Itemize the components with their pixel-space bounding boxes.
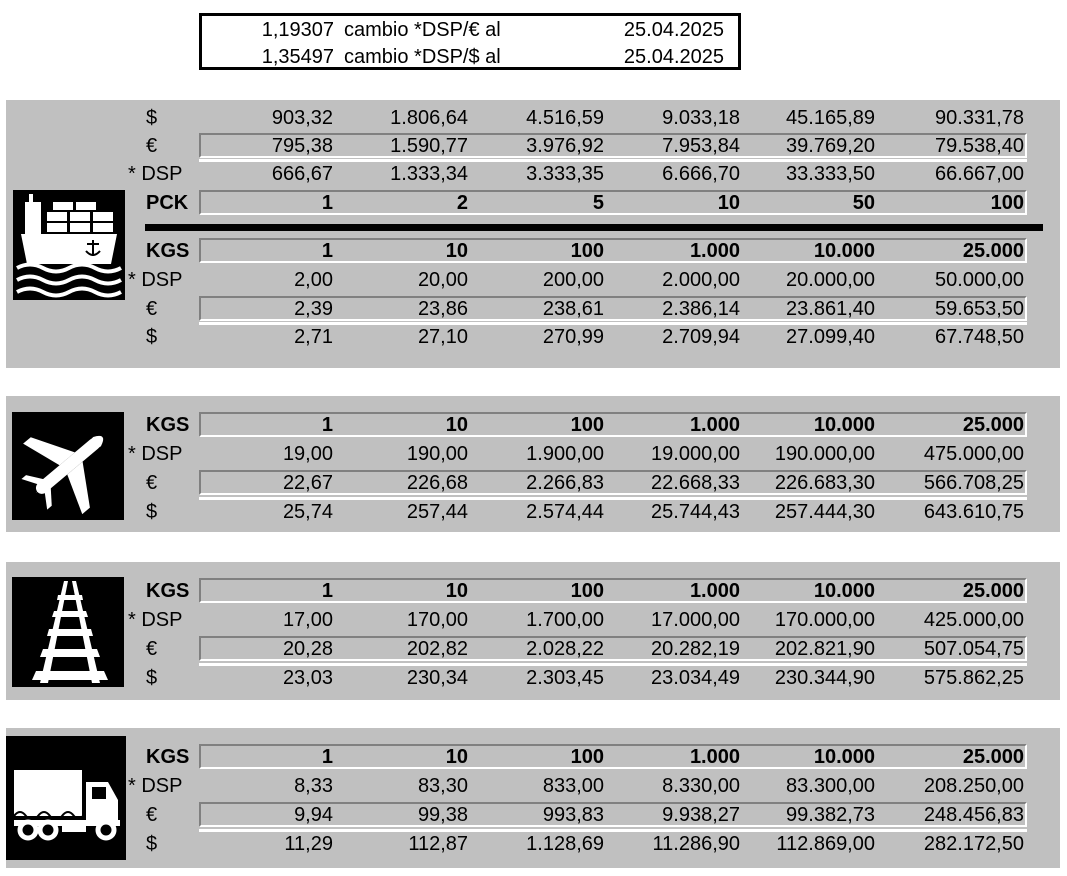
value-cell: 45.165,89 [786,107,875,129]
value-cell: 1.333,34 [390,163,468,185]
row-label: $ [146,501,158,523]
value-cell: 1 [321,414,333,436]
value-cell: 10 [717,192,740,214]
value-cell: 27,10 [417,326,468,348]
value-cell: 903,32 [271,107,333,129]
value-cell: 230.344,90 [774,667,875,689]
value-cell: 23,86 [417,298,468,320]
row-label: KGS [146,746,190,768]
value-cell: 112,87 [408,833,468,855]
value-cell: 9.938,27 [662,804,740,826]
row-label: KGS [146,580,190,602]
value-cell: 190,00 [406,443,468,465]
value-cell: 19,00 [282,443,333,465]
value-cell: 17,00 [282,609,333,631]
value-cell: 8,33 [294,775,333,797]
value-cell: 993,83 [542,804,604,826]
value-cell: 190.000,00 [774,443,875,465]
value-cell: 25.000 [962,580,1024,602]
value-cell: 25,74 [282,501,333,523]
rail-row-dsp [0,606,1067,634]
value-cell: 100 [570,746,604,768]
value-cell: 833,00 [542,775,604,797]
value-cell: 99.382,73 [786,804,875,826]
value-cell: 20.282,19 [651,638,740,660]
sea-kgs-row-dsp [0,266,1067,294]
value-cell: 67.748,50 [935,326,1024,348]
value-cell: 5 [592,192,604,214]
value-cell: 1 [321,192,333,214]
value-cell: 50 [852,192,875,214]
road-row-dsp [0,772,1067,800]
value-cell: 248.456,83 [923,804,1024,826]
air-row-kgs [0,411,1067,439]
value-cell: 100 [570,240,604,262]
value-cell: 9.033,18 [662,107,740,129]
value-cell: 2,71 [294,326,333,348]
value-cell: 99,38 [417,804,468,826]
value-cell: 1.128,69 [526,833,604,855]
air-row-dsp [0,440,1067,468]
value-cell: 226.683,30 [774,472,875,494]
value-cell: 200,00 [542,269,604,291]
air-row-usd [0,498,1067,526]
value-cell: 257.444,30 [774,501,875,523]
value-cell: 9,94 [294,804,333,826]
value-cell: 208.250,00 [923,775,1024,797]
value-cell: 475.000,00 [923,443,1024,465]
exchange-line-usd [202,44,738,70]
value-cell: 20,28 [282,638,333,660]
value-cell: 3.976,92 [526,135,604,157]
value-cell: 23,03 [282,667,333,689]
sea-pck-row-usd [0,104,1067,132]
row-label: € [146,298,158,320]
road-row-usd [0,830,1067,858]
sea-pck-row-dsp [0,160,1067,188]
rail-row-kgs [0,577,1067,605]
value-cell: 238,61 [542,298,604,320]
value-cell: 2.266,83 [526,472,604,494]
value-cell: 226,68 [406,472,468,494]
value-cell: 90.331,78 [935,107,1024,129]
value-cell: 20,00 [417,269,468,291]
row-label: * DSP [128,443,183,465]
value-cell: 25.000 [962,746,1024,768]
sea-kgs-row-eur [0,295,1067,323]
value-cell: 39.769,20 [786,135,875,157]
row-label: € [146,135,158,157]
value-cell: 643.610,75 [923,501,1024,523]
rate-label: cambio *DSP/€ al [344,19,501,41]
value-cell: 27.099,40 [786,326,875,348]
value-cell: 1 [321,746,333,768]
rail-row-eur [0,635,1067,663]
value-cell: 4.516,59 [526,107,604,129]
value-cell: 3.333,35 [526,163,604,185]
value-cell: 10 [445,746,468,768]
rate-date: 25.04.2025 [623,19,724,41]
value-cell: 23.034,49 [651,667,740,689]
value-cell: 566.708,25 [923,472,1024,494]
value-cell: 83,30 [417,775,468,797]
value-cell: 2.028,22 [526,638,604,660]
value-cell: 10.000 [813,746,875,768]
value-cell: 22.668,33 [651,472,740,494]
exchange-rate-box [199,13,741,70]
row-label: $ [146,833,158,855]
value-cell: 23.861,40 [786,298,875,320]
road-row-kgs [0,743,1067,771]
value-cell: 170,00 [406,609,468,631]
value-cell: 1.700,00 [526,609,604,631]
value-cell: 666,67 [271,163,333,185]
value-cell: 507.054,75 [923,638,1024,660]
rate-date: 25.04.2025 [623,46,724,68]
value-cell: 1.590,77 [390,135,468,157]
value-cell: 282.172,50 [923,833,1024,855]
value-cell: 112.869,00 [776,833,875,855]
value-cell: 2.574,44 [526,501,604,523]
sea-pck-row-eur [0,132,1067,160]
value-cell: 10 [445,414,468,436]
value-cell: 10 [445,240,468,262]
value-cell: 25.000 [962,414,1024,436]
section-divider [145,224,1043,231]
value-cell: 25.000 [962,240,1024,262]
row-label: PCK [146,192,189,214]
row-label: * DSP [128,775,183,797]
value-cell: 11.286,90 [652,833,740,855]
value-cell: 8.330,00 [662,775,740,797]
row-label: $ [146,326,158,348]
row-label: * DSP [128,609,183,631]
value-cell: 100 [570,414,604,436]
row-label: KGS [146,240,190,262]
sea-kgs-row-kgs [0,237,1067,265]
value-cell: 2,39 [294,298,333,320]
rail-row-usd [0,664,1067,692]
value-cell: 50.000,00 [935,269,1024,291]
value-cell: 1.000 [689,240,740,262]
value-cell: 425.000,00 [923,609,1024,631]
exchange-line-eur [202,17,738,43]
value-cell: 11,29 [284,833,333,855]
value-cell: 2,00 [294,269,333,291]
rate-label: cambio *DSP/$ al [344,46,501,68]
value-cell: 2.000,00 [662,269,740,291]
value-cell: 6.666,70 [662,163,740,185]
value-cell: 59.653,50 [935,298,1024,320]
row-label: € [146,638,158,660]
value-cell: 10.000 [813,240,875,262]
road-row-eur [0,801,1067,829]
rate-value: 1,19307 [261,19,334,41]
value-cell: 10.000 [813,414,875,436]
value-cell: 230,34 [406,667,468,689]
value-cell: 79.538,40 [935,135,1024,157]
value-cell: 1 [321,240,333,262]
value-cell: 100 [990,192,1024,214]
value-cell: 2.386,14 [662,298,740,320]
row-label: $ [146,107,158,129]
value-cell: 270,99 [542,326,604,348]
value-cell: 100 [570,580,604,602]
value-cell: 1.000 [689,414,740,436]
value-cell: 19.000,00 [651,443,740,465]
value-cell: 7.953,84 [662,135,740,157]
row-label: * DSP [128,269,183,291]
rate-value: 1,35497 [261,46,334,68]
value-cell: 25.744,43 [651,501,740,523]
value-cell: 20.000,00 [786,269,875,291]
value-cell: 1.000 [689,746,740,768]
value-cell: 10.000 [813,580,875,602]
row-label: € [146,804,158,826]
value-cell: 795,38 [271,135,333,157]
air-row-eur [0,469,1067,497]
value-cell: 170.000,00 [774,609,875,631]
value-cell: 22,67 [282,472,333,494]
value-cell: 1 [321,580,333,602]
value-cell: 257,44 [406,501,468,523]
value-cell: 10 [445,580,468,602]
row-label: KGS [146,414,190,436]
sea-kgs-row-usd [0,323,1067,351]
value-cell: 83.300,00 [786,775,875,797]
sea-pck-row-pck [0,189,1067,217]
value-cell: 2 [456,192,468,214]
value-cell: 202.821,90 [774,638,875,660]
value-cell: 66.667,00 [935,163,1024,185]
value-cell: 2.709,94 [662,326,740,348]
value-cell: 202,82 [406,638,468,660]
row-label: $ [146,667,158,689]
row-label: € [146,472,158,494]
value-cell: 1.900,00 [526,443,604,465]
value-cell: 1.806,64 [390,107,468,129]
value-cell: 17.000,00 [651,609,740,631]
value-cell: 33.333,50 [786,163,875,185]
row-label: * DSP [128,163,183,185]
value-cell: 1.000 [689,580,740,602]
value-cell: 2.303,45 [526,667,604,689]
value-cell: 575.862,25 [923,667,1024,689]
